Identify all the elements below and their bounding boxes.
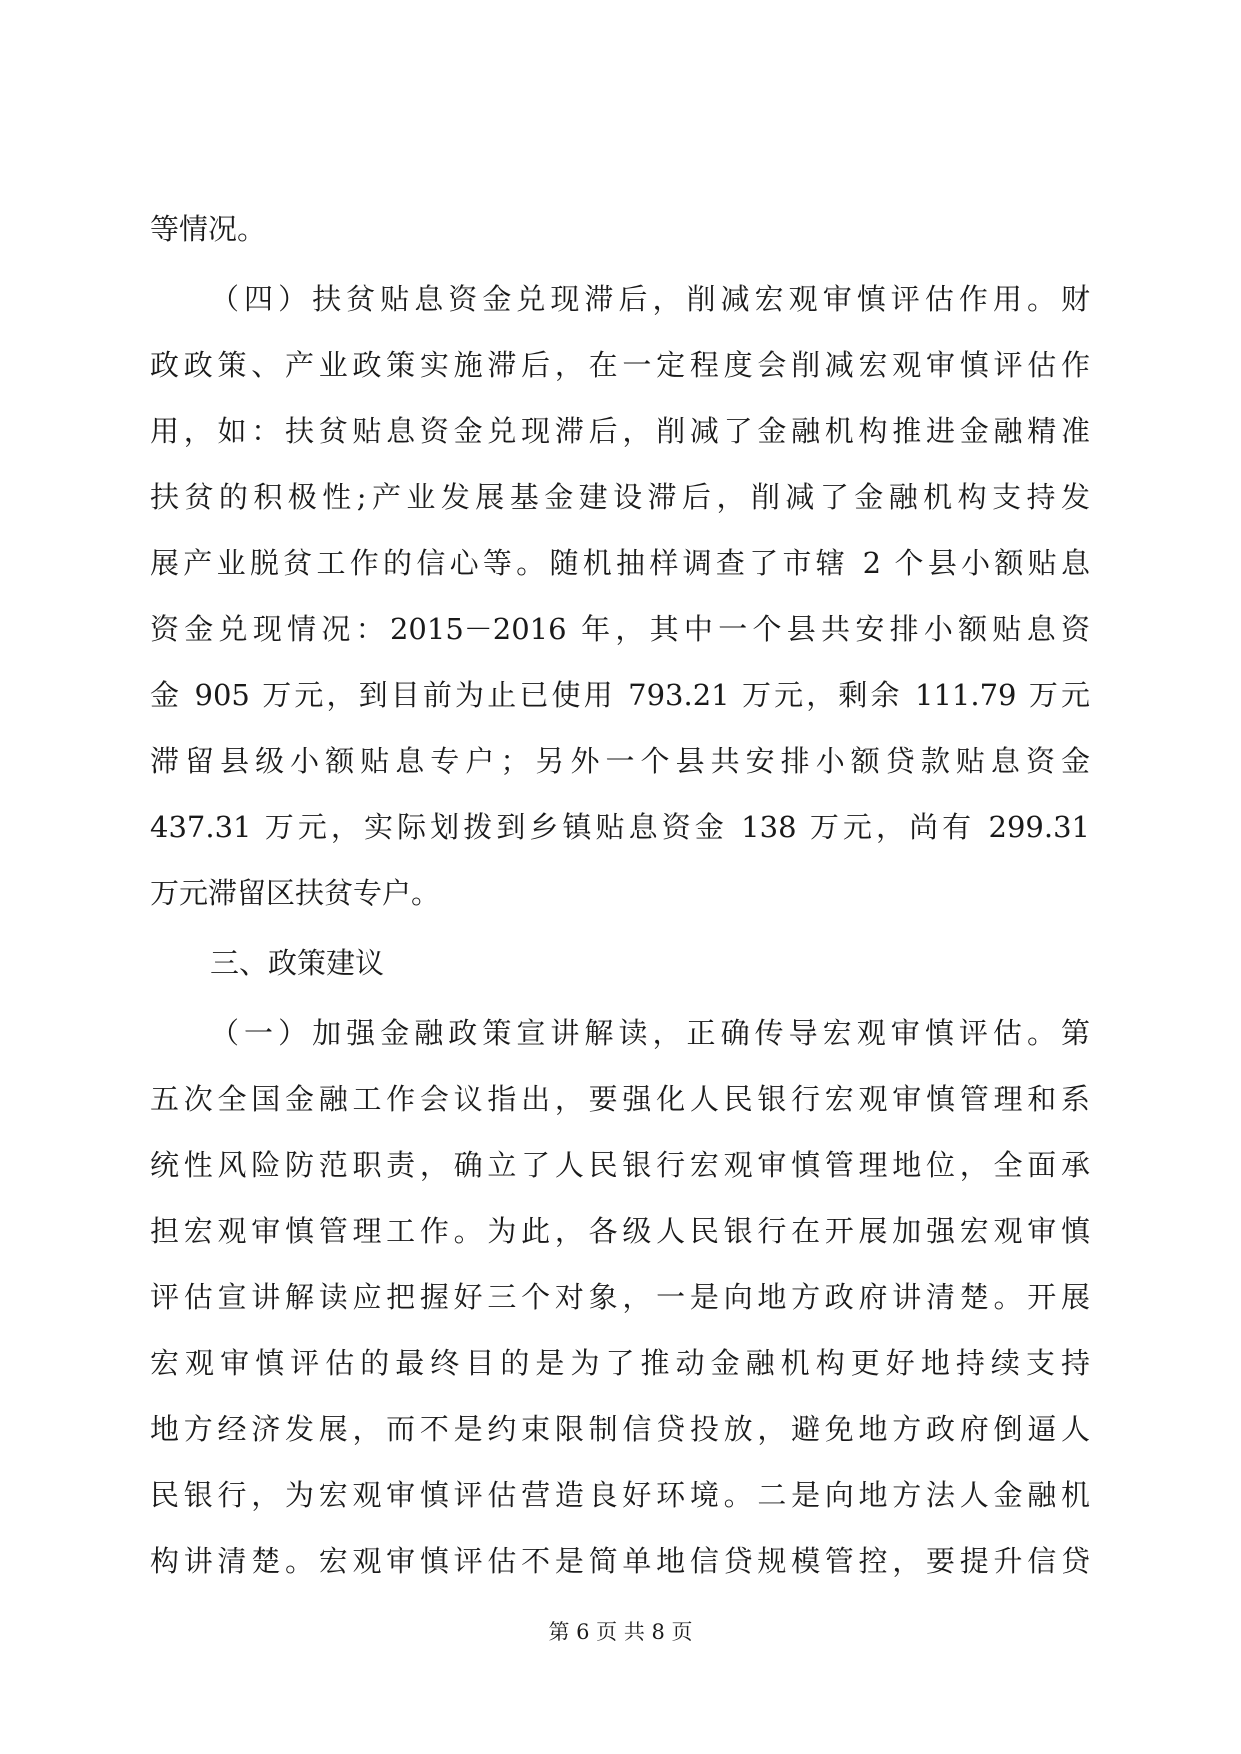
text-line: 担宏观审慎管理工作。为此，各级人民银行在开展加强宏观审慎 — [150, 1214, 1090, 1248]
text-line: 评估宣讲解读应把握好三个对象，一是向地方政府讲清楚。开展 — [150, 1280, 1090, 1314]
text-line: 统性风险防范职责，确立了人民银行宏观审慎管理地位，全面承 — [150, 1148, 1090, 1182]
text-line: 地方经济发展，而不是约束限制信贷投放，避免地方政府倒逼人 — [150, 1412, 1090, 1446]
text-line: 政政策、产业政策实施滞后，在一定程度会削减宏观审慎评估作 — [150, 348, 1090, 382]
text-line: 万元滞留区扶贫专户。 — [150, 876, 441, 910]
text-line: 滞留县级小额贴息专户；另外一个县共安排小额贷款贴息资金 — [150, 744, 1090, 778]
text-line: 民银行，为宏观审慎评估营造良好环境。二是向地方法人金融机 — [150, 1478, 1090, 1512]
text-line: 资金兑现情况：2015－2016 年，其中一个县共安排小额贴息资 — [150, 612, 1090, 646]
text-line: 五次全国金融工作会议指出，要强化人民银行宏观审慎管理和系 — [150, 1082, 1090, 1116]
text-line: （一）加强金融政策宣讲解读，正确传导宏观审慎评估。第 — [210, 1016, 1090, 1050]
text-line: 437.31 万元，实际划拨到乡镇贴息资金 138 万元，尚有 299.31 — [150, 810, 1090, 844]
page-footer: 第 6 页 共 8 页 — [548, 1620, 693, 1644]
text-line: 扶贫的积极性;产业发展基金建设滞后，削减了金融机构支持发 — [150, 480, 1090, 514]
text-line: 构讲清楚。宏观审慎评估不是简单地信贷规模管控，要提升信贷 — [150, 1544, 1090, 1578]
text-line: 展产业脱贫工作的信心等。随机抽样调查了市辖 2 个县小额贴息 — [150, 546, 1090, 580]
text-line: （四）扶贫贴息资金兑现滞后，削减宏观审慎评估作用。财 — [210, 282, 1090, 316]
text-line: 三、政策建议 — [210, 946, 385, 980]
text-line: 用，如：扶贫贴息资金兑现滞后，削减了金融机构推进金融精准 — [150, 414, 1090, 448]
text-line: 金 905 万元，到目前为止已使用 793.21 万元，剩余 111.79 万元 — [150, 678, 1090, 712]
text-line: 宏观审慎评估的最终目的是为了推动金融机构更好地持续支持 — [150, 1346, 1090, 1380]
text-line: 等情况。 — [150, 212, 267, 246]
